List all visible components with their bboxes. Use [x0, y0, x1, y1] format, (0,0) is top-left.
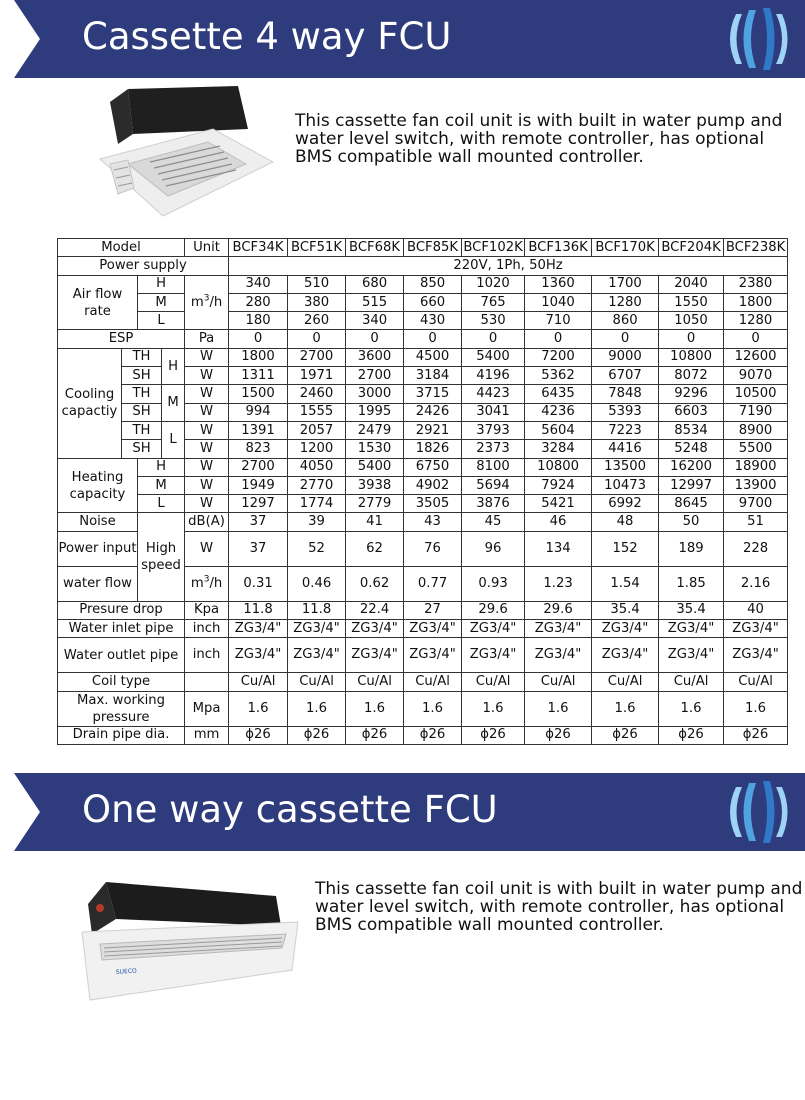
- value-cell: 765: [462, 293, 525, 311]
- unit-cell: dB(A): [185, 513, 229, 531]
- type-label: SH: [122, 403, 162, 421]
- value-cell: 1949: [229, 476, 288, 494]
- value-cell: ZG3/4": [724, 620, 788, 638]
- value-cell: 6750: [404, 458, 462, 476]
- value-cell: 2373: [462, 440, 525, 458]
- value-cell: 2380: [724, 275, 788, 293]
- unit-cell: inch: [185, 620, 229, 638]
- section-title: Cassette 4 way FCU: [82, 15, 452, 58]
- unit-cell: W: [185, 440, 229, 458]
- table-row: [58, 348, 788, 366]
- row-label: ESP: [58, 330, 185, 348]
- value-cell: 1555: [288, 403, 346, 421]
- value-cell: 1774: [288, 495, 346, 513]
- value-cell: 430: [404, 312, 462, 330]
- value-cell: 6435: [525, 385, 592, 403]
- value-cell: 0: [592, 330, 659, 348]
- value-cell: 1.6: [659, 691, 724, 726]
- value-cell: 1.23: [525, 566, 592, 601]
- value-cell: 660: [404, 293, 462, 311]
- value-cell: 1391: [229, 421, 288, 439]
- value-cell: ϕ26: [346, 726, 404, 744]
- value-cell: 10800: [525, 458, 592, 476]
- unit-cell: Pa: [185, 330, 229, 348]
- value-cell: 4500: [404, 348, 462, 366]
- value-cell: 1.54: [592, 566, 659, 601]
- value-cell: 1995: [346, 403, 404, 421]
- value-cell: 6992: [592, 495, 659, 513]
- section-banner-1way: [0, 773, 805, 851]
- value-cell: 10500: [724, 385, 788, 403]
- value-cell: ZG3/4": [525, 638, 592, 673]
- value-cell: Cu/Al: [288, 673, 346, 691]
- table-row: [58, 601, 788, 619]
- section-banner-4way: [0, 0, 805, 78]
- value-cell: 0: [724, 330, 788, 348]
- value-cell: 7223: [592, 421, 659, 439]
- value-cell: 2700: [229, 458, 288, 476]
- value-cell: 3184: [404, 367, 462, 385]
- type-label: TH: [122, 421, 162, 439]
- type-label: TH: [122, 385, 162, 403]
- value-cell: 8534: [659, 421, 724, 439]
- value-cell: 29.6: [525, 601, 592, 619]
- table-row: [58, 726, 788, 744]
- value-cell: 10800: [659, 348, 724, 366]
- unit-cell: mm: [185, 726, 229, 744]
- value-cell: 1280: [592, 293, 659, 311]
- value-cell: 1.6: [404, 691, 462, 726]
- value-cell: 48: [592, 513, 659, 531]
- value-cell: 515: [346, 293, 404, 311]
- power-supply-value: 220V, 1Ph, 50Hz: [229, 257, 788, 275]
- value-cell: 37: [229, 531, 288, 566]
- value-cell: 380: [288, 293, 346, 311]
- speed-label: M: [138, 476, 185, 494]
- row-label: Heating capacity: [58, 458, 138, 513]
- value-cell: 510: [288, 275, 346, 293]
- value-cell: 16200: [659, 458, 724, 476]
- value-cell: 7200: [525, 348, 592, 366]
- value-cell: 1200: [288, 440, 346, 458]
- value-cell: 4236: [525, 403, 592, 421]
- value-cell: ϕ26: [659, 726, 724, 744]
- value-cell: 1530: [346, 440, 404, 458]
- table-row: [58, 620, 788, 638]
- value-cell: 7848: [592, 385, 659, 403]
- model-name: BCF68K: [346, 239, 404, 257]
- table-row: [58, 312, 788, 330]
- table-row: [58, 673, 788, 691]
- value-cell: ϕ26: [462, 726, 525, 744]
- type-label: SH: [122, 440, 162, 458]
- value-cell: 280: [229, 293, 288, 311]
- value-cell: ZG3/4": [229, 638, 288, 673]
- value-cell: 3505: [404, 495, 462, 513]
- value-cell: 1800: [229, 348, 288, 366]
- value-cell: ZG3/4": [592, 638, 659, 673]
- model-name: BCF136K: [525, 239, 592, 257]
- value-cell: 5400: [346, 458, 404, 476]
- value-cell: 2700: [346, 367, 404, 385]
- unit-cell: $m^3/h$: [185, 566, 229, 601]
- value-cell: 8900: [724, 421, 788, 439]
- description-line: BMS compatible wall mounted controller.: [315, 915, 664, 935]
- value-cell: 2040: [659, 275, 724, 293]
- value-cell: 7190: [724, 403, 788, 421]
- type-label: TH: [122, 348, 162, 366]
- value-cell: ZG3/4": [288, 638, 346, 673]
- type-label: SH: [122, 367, 162, 385]
- value-cell: 5500: [724, 440, 788, 458]
- value-cell: Cu/Al: [592, 673, 659, 691]
- value-cell: ϕ26: [724, 726, 788, 744]
- value-cell: Cu/Al: [659, 673, 724, 691]
- table-row: [58, 421, 788, 439]
- value-cell: ZG3/4": [462, 620, 525, 638]
- value-cell: 134: [525, 531, 592, 566]
- row-label: Water inlet pipe: [58, 620, 185, 638]
- value-cell: 4902: [404, 476, 462, 494]
- unit-cell: W: [185, 367, 229, 385]
- unit-cell: W: [185, 476, 229, 494]
- description-line: water level switch, with remote controller, has optional: [295, 129, 765, 149]
- table-row: [58, 385, 788, 403]
- row-label: Water outlet pipe: [58, 638, 185, 673]
- value-cell: 29.6: [462, 601, 525, 619]
- row-label: Presure drop: [58, 601, 185, 619]
- value-cell: 11.8: [288, 601, 346, 619]
- speed-label: M: [162, 385, 185, 422]
- value-cell: 1.6: [288, 691, 346, 726]
- value-cell: 3793: [462, 421, 525, 439]
- unit-cell: W: [185, 403, 229, 421]
- value-cell: ZG3/4": [346, 620, 404, 638]
- value-cell: 2770: [288, 476, 346, 494]
- value-cell: 3600: [346, 348, 404, 366]
- table-row: [58, 458, 788, 476]
- unit-cell: W: [185, 421, 229, 439]
- banner-chevron-icon: [0, 0, 44, 78]
- value-cell: 5393: [592, 403, 659, 421]
- model-name: BCF204K: [659, 239, 724, 257]
- value-cell: 5604: [525, 421, 592, 439]
- value-cell: 7924: [525, 476, 592, 494]
- value-cell: 530: [462, 312, 525, 330]
- value-cell: 2426: [404, 403, 462, 421]
- value-cell: 0.31: [229, 566, 288, 601]
- description-line: water level switch, with remote controller, has optional: [315, 897, 785, 917]
- row-label: Drain pipe dia.: [58, 726, 185, 744]
- value-cell: Cu/Al: [462, 673, 525, 691]
- value-cell: 3938: [346, 476, 404, 494]
- model-name: BCF34K: [229, 239, 288, 257]
- model-name: BCF170K: [592, 239, 659, 257]
- value-cell: 12600: [724, 348, 788, 366]
- row-label: Power input: [58, 531, 138, 566]
- row-label: Cooling capactiy: [58, 348, 122, 458]
- table-row: [58, 513, 788, 531]
- value-cell: 1.6: [462, 691, 525, 726]
- table-row: [58, 293, 788, 311]
- value-cell: Cu/Al: [346, 673, 404, 691]
- model-name: BCF238K: [724, 239, 788, 257]
- value-cell: 45: [462, 513, 525, 531]
- value-cell: 1.6: [724, 691, 788, 726]
- value-cell: 41: [346, 513, 404, 531]
- value-cell: 35.4: [592, 601, 659, 619]
- value-cell: ZG3/4": [592, 620, 659, 638]
- value-cell: 860: [592, 312, 659, 330]
- value-cell: 1826: [404, 440, 462, 458]
- value-cell: 1.6: [229, 691, 288, 726]
- value-cell: 340: [346, 312, 404, 330]
- value-cell: 46: [525, 513, 592, 531]
- value-cell: 3715: [404, 385, 462, 403]
- value-cell: 1050: [659, 312, 724, 330]
- row-label: water flow: [58, 566, 138, 601]
- value-cell: Cu/Al: [525, 673, 592, 691]
- value-cell: 5694: [462, 476, 525, 494]
- value-cell: Cu/Al: [229, 673, 288, 691]
- value-cell: 0.46: [288, 566, 346, 601]
- table-row: [58, 495, 788, 513]
- value-cell: 1800: [724, 293, 788, 311]
- value-cell: 9000: [592, 348, 659, 366]
- value-cell: ϕ26: [592, 726, 659, 744]
- value-cell: 35.4: [659, 601, 724, 619]
- value-cell: 13900: [724, 476, 788, 494]
- value-cell: 9700: [724, 495, 788, 513]
- value-cell: 12997: [659, 476, 724, 494]
- value-cell: ZG3/4": [659, 620, 724, 638]
- description-line: This cassette fan coil unit is with built in water pump and: [295, 111, 783, 131]
- unit-header: Unit: [185, 239, 229, 257]
- value-cell: 0: [346, 330, 404, 348]
- value-cell: ZG3/4": [229, 620, 288, 638]
- value-cell: 1.6: [525, 691, 592, 726]
- value-cell: 340: [229, 275, 288, 293]
- value-cell: 13500: [592, 458, 659, 476]
- value-cell: 10473: [592, 476, 659, 494]
- value-cell: 189: [659, 531, 724, 566]
- value-cell: 6603: [659, 403, 724, 421]
- description-line: BMS compatible wall mounted controller.: [295, 147, 644, 167]
- value-cell: 0: [288, 330, 346, 348]
- value-cell: 1297: [229, 495, 288, 513]
- value-cell: ZG3/4": [659, 638, 724, 673]
- unit-cell: Kpa: [185, 601, 229, 619]
- value-cell: 1020: [462, 275, 525, 293]
- value-cell: 152: [592, 531, 659, 566]
- value-cell: 680: [346, 275, 404, 293]
- value-cell: 96: [462, 531, 525, 566]
- value-cell: 1040: [525, 293, 592, 311]
- value-cell: 37: [229, 513, 288, 531]
- value-cell: 0: [525, 330, 592, 348]
- one-way-cassette-product-image: [76, 874, 306, 1004]
- value-cell: 39: [288, 513, 346, 531]
- value-cell: 0: [462, 330, 525, 348]
- model-name: BCF85K: [404, 239, 462, 257]
- value-cell: 1550: [659, 293, 724, 311]
- value-cell: ZG3/4": [525, 620, 592, 638]
- value-cell: 0.77: [404, 566, 462, 601]
- value-cell: 260: [288, 312, 346, 330]
- speed-label: M: [138, 293, 185, 311]
- value-cell: 52: [288, 531, 346, 566]
- value-cell: 9070: [724, 367, 788, 385]
- row-label: Air flow rate: [58, 275, 138, 330]
- speed-label: L: [138, 312, 185, 330]
- value-cell: 2700: [288, 348, 346, 366]
- speed-label: L: [138, 495, 185, 513]
- model-name: BCF102K: [462, 239, 525, 257]
- table-row: [58, 330, 788, 348]
- value-cell: 2779: [346, 495, 404, 513]
- value-cell: 76: [404, 531, 462, 566]
- value-cell: 1.6: [592, 691, 659, 726]
- unit-cell: W: [185, 348, 229, 366]
- value-cell: 994: [229, 403, 288, 421]
- description-line: This cassette fan coil unit is with built in water pump and: [315, 879, 803, 899]
- table-header-row: [58, 239, 788, 257]
- brand-logo-icon: [722, 6, 796, 72]
- table-row: [58, 257, 788, 275]
- value-cell: 40: [724, 601, 788, 619]
- unit-cell: W: [185, 495, 229, 513]
- value-cell: 0.62: [346, 566, 404, 601]
- value-cell: 8645: [659, 495, 724, 513]
- section1-description: [295, 112, 782, 166]
- value-cell: 3876: [462, 495, 525, 513]
- section2-description: [315, 880, 802, 934]
- value-cell: ZG3/4": [346, 638, 404, 673]
- value-cell: 2057: [288, 421, 346, 439]
- value-cell: 51: [724, 513, 788, 531]
- row-label: Noise: [58, 513, 138, 531]
- value-cell: 8100: [462, 458, 525, 476]
- value-cell: 0: [229, 330, 288, 348]
- unit-cell: $m^3/h$: [185, 275, 229, 330]
- model-header: Model: [58, 239, 185, 257]
- high-speed-label: High speed: [138, 513, 185, 601]
- unit-cell: inch: [185, 638, 229, 673]
- value-cell: 8072: [659, 367, 724, 385]
- value-cell: 4423: [462, 385, 525, 403]
- value-cell: 3284: [525, 440, 592, 458]
- row-label: Coil type: [58, 673, 185, 691]
- value-cell: 62: [346, 531, 404, 566]
- value-cell: 0: [659, 330, 724, 348]
- value-cell: 22.4: [346, 601, 404, 619]
- value-cell: 6707: [592, 367, 659, 385]
- value-cell: 228: [724, 531, 788, 566]
- value-cell: ϕ26: [229, 726, 288, 744]
- value-cell: ZG3/4": [404, 638, 462, 673]
- value-cell: 1700: [592, 275, 659, 293]
- unit-cell: W: [185, 458, 229, 476]
- speed-label: H: [138, 275, 185, 293]
- value-cell: 5400: [462, 348, 525, 366]
- value-cell: 2921: [404, 421, 462, 439]
- value-cell: 5362: [525, 367, 592, 385]
- value-cell: 3000: [346, 385, 404, 403]
- value-cell: ZG3/4": [404, 620, 462, 638]
- value-cell: 1311: [229, 367, 288, 385]
- value-cell: 2.16: [724, 566, 788, 601]
- value-cell: 18900: [724, 458, 788, 476]
- value-cell: 2479: [346, 421, 404, 439]
- value-cell: 43: [404, 513, 462, 531]
- row-label: Power supply: [58, 257, 229, 275]
- value-cell: 1.85: [659, 566, 724, 601]
- table-row: [58, 691, 788, 726]
- value-cell: 180: [229, 312, 288, 330]
- value-cell: ZG3/4": [288, 620, 346, 638]
- value-cell: ϕ26: [288, 726, 346, 744]
- value-cell: 4416: [592, 440, 659, 458]
- value-cell: 50: [659, 513, 724, 531]
- value-cell: Cu/Al: [724, 673, 788, 691]
- value-cell: 850: [404, 275, 462, 293]
- table-row: [58, 275, 788, 293]
- value-cell: 0.93: [462, 566, 525, 601]
- value-cell: ϕ26: [404, 726, 462, 744]
- value-cell: Cu/Al: [404, 673, 462, 691]
- model-name: BCF51K: [288, 239, 346, 257]
- unit-cell: [185, 673, 229, 691]
- value-cell: 1500: [229, 385, 288, 403]
- value-cell: 9296: [659, 385, 724, 403]
- value-cell: 11.8: [229, 601, 288, 619]
- speed-label: L: [162, 421, 185, 458]
- unit-cell: W: [185, 531, 229, 566]
- table-row: [58, 638, 788, 673]
- value-cell: 1.6: [346, 691, 404, 726]
- value-cell: 1280: [724, 312, 788, 330]
- value-cell: 823: [229, 440, 288, 458]
- section-title: One way cassette FCU: [82, 788, 498, 831]
- brand-logo-icon: [722, 779, 796, 845]
- value-cell: 5421: [525, 495, 592, 513]
- cassette-4way-product-image: [88, 84, 278, 224]
- specification-table: [57, 238, 788, 745]
- product-brand-text: SUECO: [115, 967, 137, 976]
- value-cell: 4050: [288, 458, 346, 476]
- value-cell: ϕ26: [525, 726, 592, 744]
- value-cell: ZG3/4": [724, 638, 788, 673]
- value-cell: 27: [404, 601, 462, 619]
- value-cell: 3041: [462, 403, 525, 421]
- value-cell: 0: [404, 330, 462, 348]
- unit-cell: W: [185, 385, 229, 403]
- speed-label: H: [138, 458, 185, 476]
- table-row: [58, 476, 788, 494]
- value-cell: 1360: [525, 275, 592, 293]
- value-cell: ZG3/4": [462, 638, 525, 673]
- row-label: Max. working pressure: [58, 691, 185, 726]
- speed-label: H: [162, 348, 185, 385]
- banner-chevron-icon: [0, 773, 44, 851]
- value-cell: 4196: [462, 367, 525, 385]
- value-cell: 1971: [288, 367, 346, 385]
- value-cell: 710: [525, 312, 592, 330]
- value-cell: 2460: [288, 385, 346, 403]
- unit-cell: Mpa: [185, 691, 229, 726]
- value-cell: 5248: [659, 440, 724, 458]
